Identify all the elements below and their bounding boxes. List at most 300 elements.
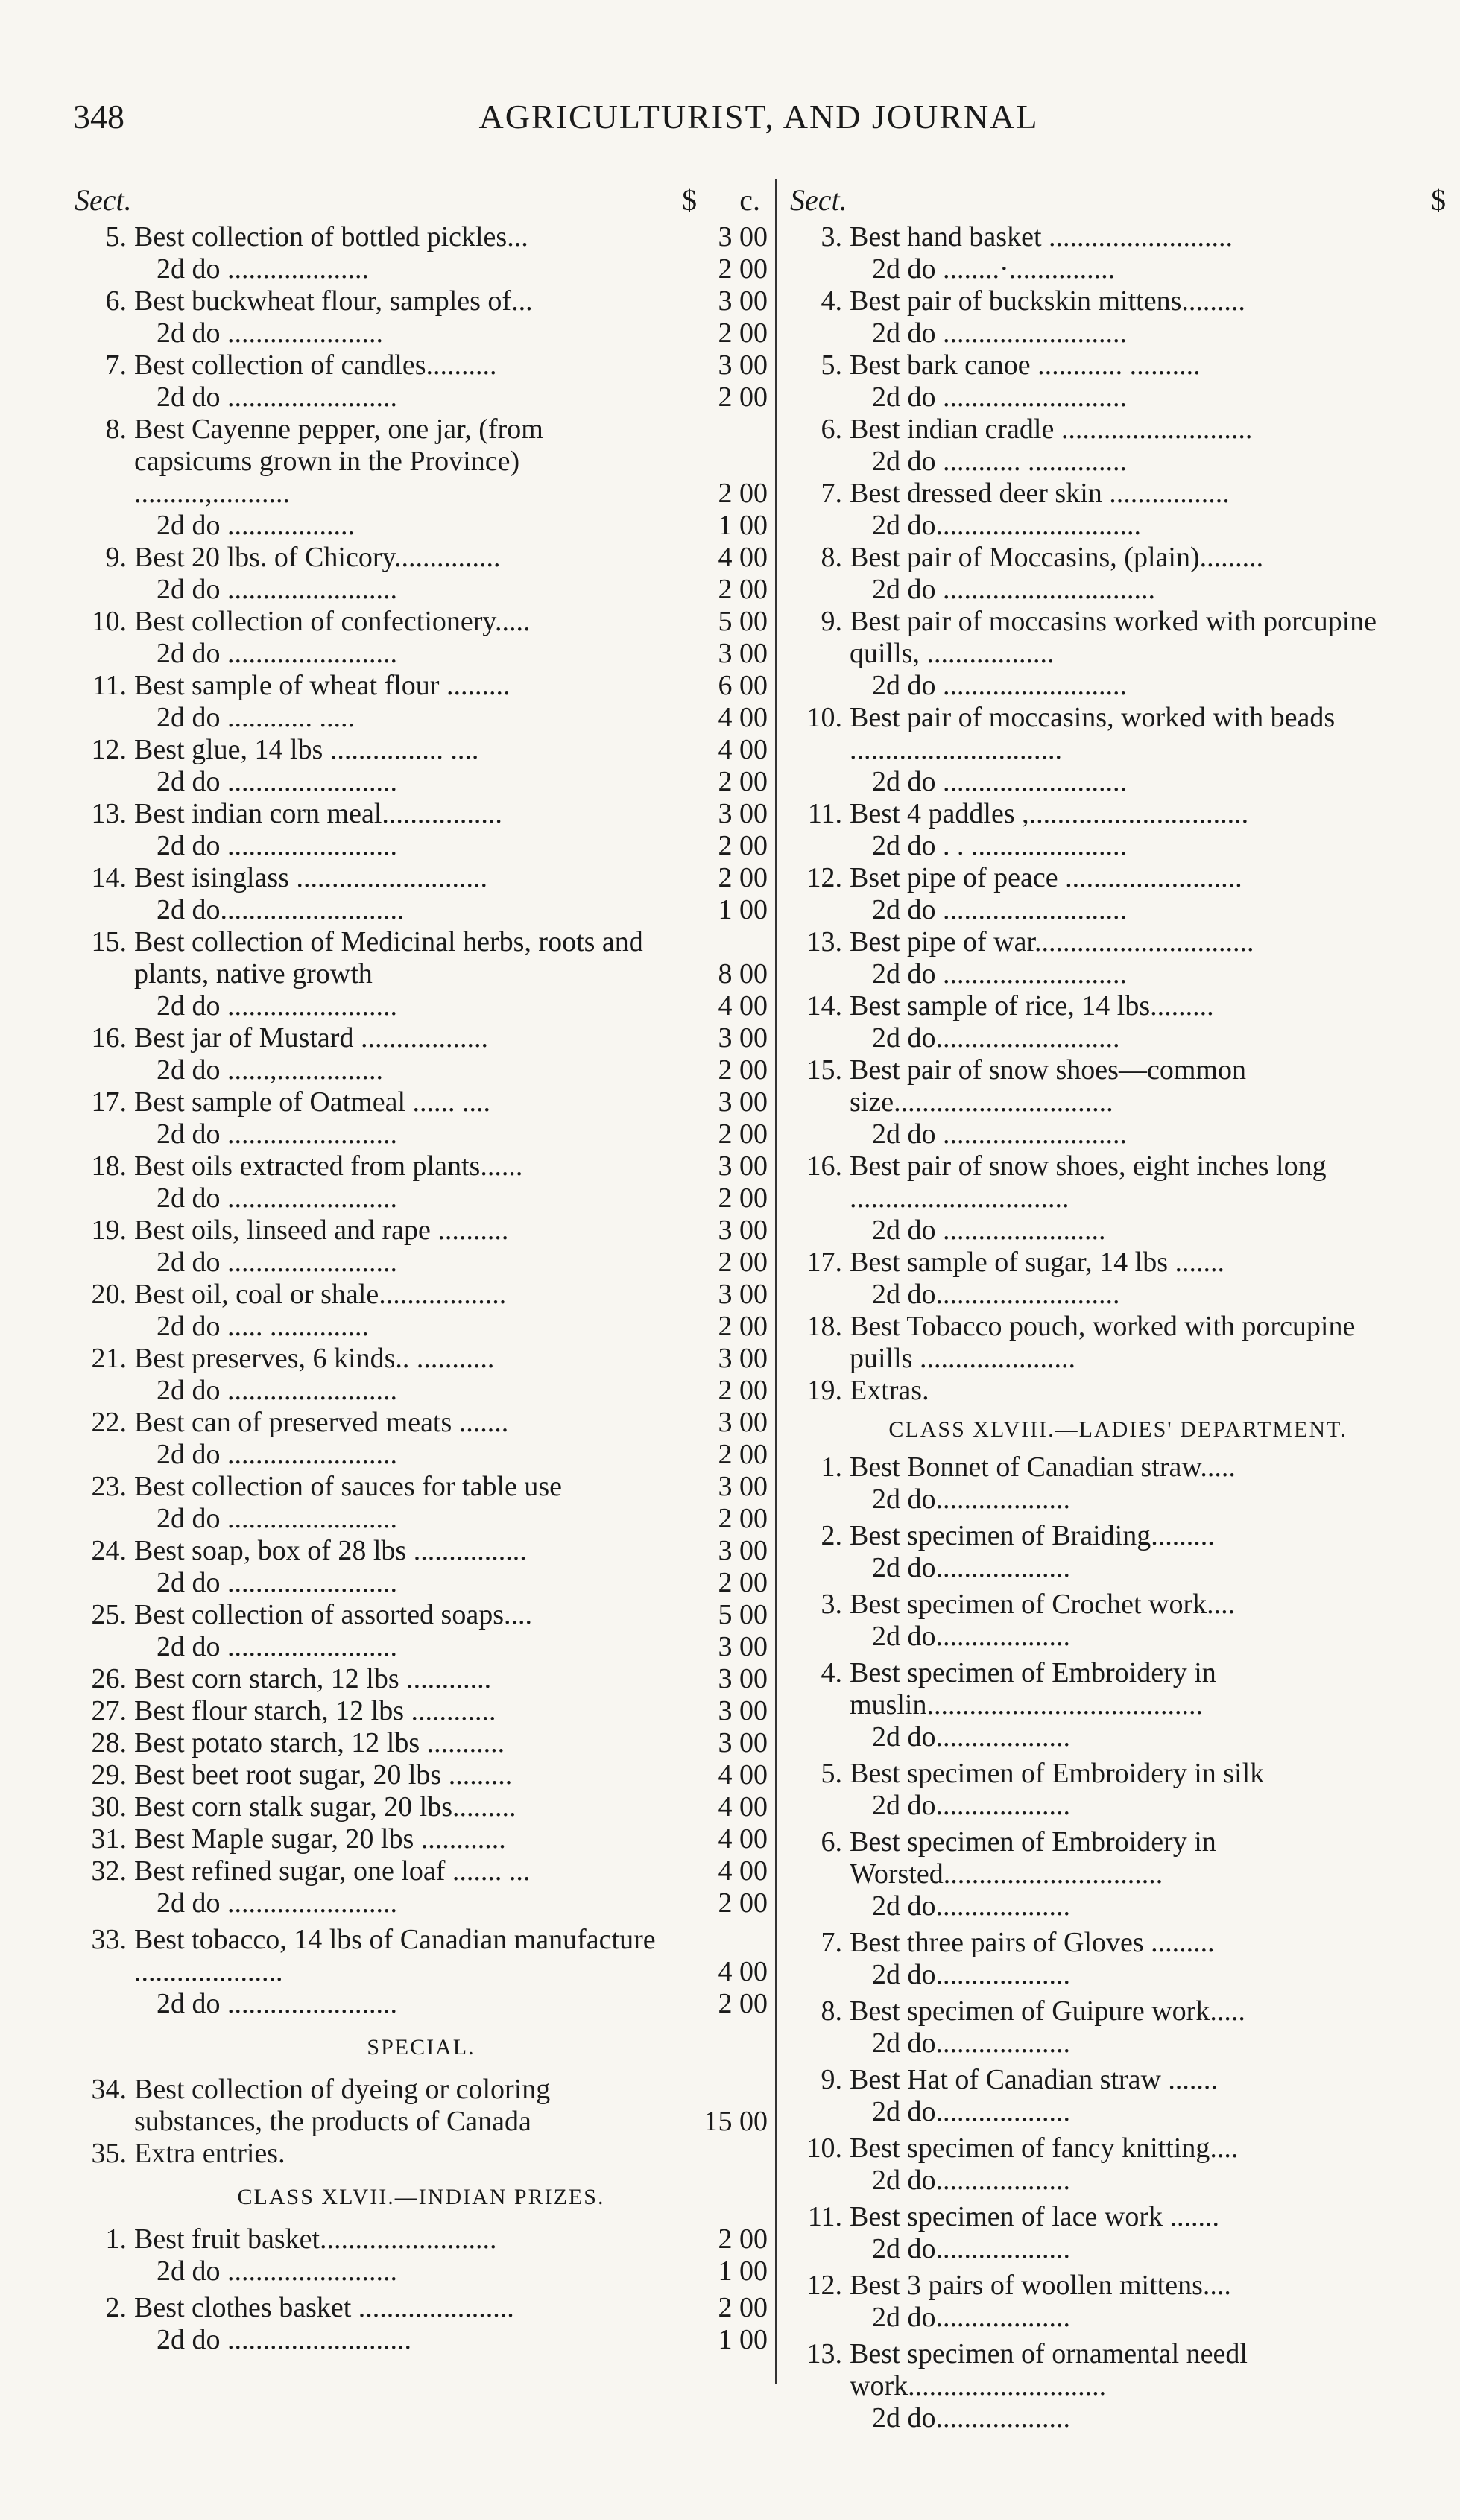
- second-prize-row: [790, 1118, 1446, 1150]
- second-prize-row: [75, 1054, 768, 1086]
- prize-description: 2d do ..........................: [157, 2324, 411, 2355]
- prize-amount: 2 00: [718, 1887, 768, 1919]
- prize-amount: 4 00: [718, 1855, 768, 1887]
- second-prize-row: [790, 574, 1446, 606]
- second-prize-row: [790, 670, 1446, 702]
- left-prize-list: [75, 221, 768, 2020]
- prize-row: [75, 349, 768, 382]
- prize-description: Best Cayenne pepper, one jar, (from capsicums grown in the Province) ..........,...........: [134, 414, 543, 509]
- prize-description: Best sample of Oatmeal ...... ....: [134, 1086, 491, 1118]
- prize-description: 2d do...................: [872, 2402, 1070, 2434]
- prize-row: [75, 862, 768, 894]
- second-prize-row: [790, 2233, 1446, 2265]
- second-prize-row: [790, 2027, 1446, 2060]
- section-number: 9.: [821, 2064, 842, 2095]
- prize-row: [75, 1279, 768, 1311]
- prize-amount: 3 00: [718, 221, 768, 253]
- prize-description: Best pair of snow shoes, eight inches long ...............................: [850, 1150, 1327, 1214]
- prize-description: 2d do ........................: [157, 1503, 397, 1534]
- prize-description: Best pipe of war...............................: [850, 926, 1254, 957]
- prize-description: Best corn starch, 12 lbs ............: [134, 1663, 492, 1694]
- prize-description: 2d do..........................: [157, 894, 405, 925]
- prize-row: [75, 542, 768, 574]
- second-prize-row: [790, 1621, 1446, 1653]
- prize-amount: 5 00: [718, 606, 768, 637]
- prize-description: 2d do ....................: [157, 253, 369, 285]
- prize-amount: 2 00: [718, 253, 768, 285]
- prize-amount: 3 00: [718, 798, 768, 829]
- prize-amount: 2 00: [718, 574, 768, 605]
- section-number: 24.: [91, 1535, 127, 1566]
- prize-description: 2d do ........................: [157, 2255, 397, 2287]
- section-number: 19.: [91, 1215, 127, 1246]
- section-number: 11.: [807, 2201, 842, 2232]
- prize-description: Best beet root sugar, 20 lbs .........: [134, 1759, 513, 1791]
- prize-description: Best collection of bottled pickles...: [134, 221, 528, 253]
- second-prize-row: [790, 894, 1446, 926]
- prize-amount: 1 00: [718, 2255, 768, 2287]
- second-prize-row: [75, 1311, 768, 1343]
- prize-description: Best indian corn meal.................: [134, 798, 502, 829]
- prize-row: [75, 1924, 768, 1988]
- prize-row: [790, 1150, 1446, 1215]
- section-number: 5.: [821, 1758, 842, 1789]
- prize-description: 2d do...................: [872, 1721, 1070, 1753]
- prize-amount: 3 00: [718, 285, 768, 317]
- prize-description: Best collection of dyeing or coloring substances, the products of Canada: [134, 2074, 551, 2137]
- second-prize-row: [75, 1375, 768, 1407]
- second-prize-row: [75, 1887, 768, 1919]
- column-divider: [775, 179, 777, 2384]
- prize-amount: 2 00: [718, 1118, 768, 1150]
- prize-row: [790, 702, 1446, 766]
- prize-row: [75, 1150, 768, 1183]
- section-number: 17.: [806, 1247, 842, 1278]
- second-prize-row: [75, 990, 768, 1022]
- prize-amount: 3 00: [718, 1631, 768, 1662]
- prize-description: 2d do ........... ..............: [872, 446, 1127, 477]
- second-prize-row: [75, 1183, 768, 1215]
- prize-row: [790, 478, 1446, 510]
- section-number: 18.: [91, 1150, 127, 1182]
- prize-description: Best pair of buckskin mittens.........: [850, 285, 1245, 317]
- prize-amount: 2 00: [718, 1503, 768, 1534]
- cents-label: c.: [739, 183, 760, 217]
- prize-amount: 2 00: [718, 862, 768, 893]
- second-prize-row: [75, 1567, 768, 1599]
- section-number: 4.: [821, 285, 842, 317]
- section-number: 12.: [806, 862, 842, 893]
- prize-description: 2d do ........·...............: [872, 253, 1116, 285]
- section-number: 10.: [806, 702, 842, 733]
- section-number: 22.: [91, 1407, 127, 1438]
- section-number: 25.: [91, 1599, 127, 1630]
- second-prize-row: [75, 766, 768, 798]
- dollar-label: $: [682, 183, 697, 217]
- second-prize-row: [790, 2096, 1446, 2128]
- second-prize-row: [75, 253, 768, 285]
- prize-row: [790, 798, 1446, 830]
- right-column-header: [790, 183, 1446, 221]
- prize-description: 2d do ........................: [157, 990, 397, 1022]
- second-prize-row: [790, 1721, 1446, 1753]
- section-number: 7.: [105, 349, 127, 381]
- section-number: 16.: [806, 1150, 842, 1182]
- prize-description: Best specimen of Crochet work....: [850, 1589, 1236, 1620]
- prize-description: 2d do ........................: [157, 1567, 397, 1598]
- second-prize-row: [75, 1439, 768, 1471]
- prize-amount: 3 00: [718, 1022, 768, 1054]
- prize-amount: 2 00: [718, 382, 768, 413]
- section-number: 35.: [91, 2138, 127, 2169]
- second-prize-row: [790, 2302, 1446, 2334]
- section-number: 5.: [821, 349, 842, 381]
- section-number: 29.: [91, 1759, 127, 1791]
- prize-description: 2d do...................: [872, 1959, 1070, 1990]
- prize-amount: 3 00: [718, 1343, 768, 1374]
- second-prize-row: [790, 2402, 1446, 2434]
- prize-description: 2d do ..........................: [872, 317, 1127, 349]
- prize-amount: 4 00: [718, 1791, 768, 1823]
- prize-amount: 3 00: [718, 349, 768, 381]
- prize-description: Best oil, coal or shale..................: [134, 1279, 507, 1310]
- prize-description: Best bark canoe ............ ..........: [850, 349, 1201, 381]
- section-number: 10.: [91, 606, 127, 637]
- prize-row: [75, 670, 768, 702]
- prize-description: Best pair of moccasins, worked with beads ..............................: [850, 702, 1336, 765]
- prize-row: [75, 1535, 768, 1567]
- section-number: 12.: [806, 2270, 842, 2301]
- section-number: 4.: [821, 1657, 842, 1688]
- prize-description: 2d do ..........................: [872, 894, 1127, 925]
- prize-description: 2d do ........................: [157, 830, 397, 861]
- section-number: 12.: [91, 734, 127, 765]
- prize-row: [790, 2133, 1446, 2165]
- prize-description: Best pair of moccasins worked with porcupine quills, ..................: [850, 606, 1377, 669]
- section-number: 31.: [91, 1823, 127, 1855]
- prize-row: [75, 1022, 768, 1054]
- prize-description: 2d do...................: [872, 1484, 1070, 1515]
- prize-row: [790, 1927, 1446, 1959]
- second-prize-row: [790, 382, 1446, 414]
- prize-description: Best specimen of fancy knitting....: [850, 2133, 1239, 2164]
- section-number: 15.: [91, 926, 127, 957]
- page-header: [73, 97, 1444, 149]
- prize-description: Best flour starch, 12 lbs ............: [134, 1695, 496, 1726]
- prize-description: Best 20 lbs. of Chicory...............: [134, 542, 501, 573]
- prize-row: [75, 1407, 768, 1439]
- prize-row: [75, 2223, 768, 2255]
- prize-description: Best specimen of lace work .......: [850, 2201, 1219, 2232]
- prize-description: Best specimen of Embroidery in silk: [850, 1758, 1265, 1789]
- section-number: 8.: [821, 1995, 842, 2027]
- prize-amount: 3 00: [718, 1086, 768, 1118]
- prize-amount: 3 00: [718, 1695, 768, 1726]
- prize-description: 2d do . . ......................: [872, 830, 1127, 861]
- prize-row: [790, 1054, 1446, 1118]
- prize-amount: 2 00: [718, 1054, 768, 1086]
- prize-description: Best sample of sugar, 14 lbs .......: [850, 1247, 1224, 1278]
- section-number: 21.: [91, 1343, 127, 1374]
- section-number: 3.: [821, 221, 842, 253]
- prize-description: Best pair of Moccasins, (plain).........: [850, 542, 1264, 573]
- prize-row: [790, 1657, 1446, 1721]
- prize-amount: 15 00: [704, 2106, 768, 2137]
- prize-amount: 2 00: [718, 1375, 768, 1406]
- prize-row: [790, 1311, 1446, 1375]
- section-number: 20.: [91, 1279, 127, 1310]
- prize-row: [75, 221, 768, 253]
- second-prize-row: [790, 446, 1446, 478]
- prize-amount: 2 00: [718, 1567, 768, 1598]
- section-number: 27.: [91, 1695, 127, 1726]
- prize-description: Best collection of assorted soaps....: [134, 1599, 533, 1630]
- prize-description: Best potato starch, 12 lbs ...........: [134, 1727, 505, 1758]
- second-prize-row: [75, 510, 768, 542]
- prize-row: [75, 1759, 768, 1791]
- prize-amount: 1 00: [718, 894, 768, 925]
- prize-description: Best isinglass ...........................: [134, 862, 487, 893]
- prize-description: 2d do ........................: [157, 1118, 397, 1150]
- prize-amount: 3 00: [718, 638, 768, 669]
- prize-amount: 1 00: [718, 510, 768, 541]
- prize-amount: 4 00: [718, 1823, 768, 1855]
- prize-description: 2d do...................: [872, 2165, 1070, 2196]
- prize-row: [790, 1520, 1446, 1552]
- prize-description: 2d do...................: [872, 1621, 1070, 1652]
- second-prize-row: [790, 830, 1446, 862]
- prize-amount: 2 00: [718, 478, 768, 509]
- prize-amount: 3 00: [718, 1535, 768, 1566]
- prize-description: Best three pairs of Gloves .........: [850, 1927, 1215, 1958]
- prize-description: Best fruit basket.........................: [134, 2223, 497, 2255]
- section-number: 34.: [91, 2074, 127, 2105]
- section-number: 2.: [105, 2292, 127, 2323]
- prize-description: 2d do ........................: [157, 574, 397, 605]
- second-prize-row: [75, 574, 768, 606]
- prize-row: [75, 2292, 768, 2324]
- second-prize-row: [75, 1503, 768, 1535]
- prize-description: 2d do ..........................: [872, 670, 1127, 701]
- prize-description: Best collection of Medicinal herbs, roots and plants, native growth: [134, 926, 643, 990]
- prize-row: [790, 1826, 1446, 1890]
- second-prize-row: [790, 1279, 1446, 1311]
- prize-amount: 3 00: [718, 1663, 768, 1694]
- prize-amount: 4 00: [718, 734, 768, 765]
- prize-description: 2d do...................: [872, 1890, 1070, 1922]
- prize-row: [75, 734, 768, 766]
- prize-row: [75, 1599, 768, 1631]
- prize-amount: 6 00: [718, 670, 768, 701]
- prize-row: [75, 285, 768, 317]
- prize-description: Best refined sugar, one loaf ....... ...: [134, 1855, 531, 1887]
- prize-description: Best specimen of Guipure work.....: [850, 1995, 1245, 2027]
- section-number: 1.: [105, 2223, 127, 2255]
- section-number: 14.: [91, 862, 127, 893]
- prize-description: 2d do...................: [872, 1552, 1070, 1583]
- class-48-prize-list: [790, 1451, 1446, 2434]
- left-column: [75, 183, 768, 2356]
- section-number: 6.: [105, 285, 127, 317]
- section-number: 13.: [806, 2338, 842, 2369]
- prize-row: [75, 1695, 768, 1727]
- section-number: 6.: [821, 1826, 842, 1858]
- prize-description: Best Bonnet of Canadian straw.....: [850, 1451, 1236, 1483]
- prize-amount: 2 00: [718, 1311, 768, 1342]
- prize-row: [790, 2270, 1446, 2302]
- prize-description: Best collection of confectionery.....: [134, 606, 531, 637]
- second-prize-row: [75, 2255, 768, 2288]
- section-number: 11.: [92, 670, 127, 701]
- section-number: 14.: [806, 990, 842, 1022]
- prize-row: [75, 606, 768, 638]
- prize-description: 2d do..........................: [872, 1022, 1120, 1054]
- class-48-heading: CLASS XLVIII.—LADIES' DEPARTMENT.: [888, 1417, 1347, 1442]
- prize-description: 2d do...................: [872, 2027, 1070, 2059]
- second-prize-row: [790, 766, 1446, 798]
- section-number: 13.: [91, 798, 127, 829]
- second-prize-row: [790, 1484, 1446, 1516]
- prize-row: [75, 1663, 768, 1695]
- prize-description: 2d do ..... ..............: [157, 1311, 369, 1342]
- second-prize-row: [75, 830, 768, 862]
- section-number: 28.: [91, 1727, 127, 1758]
- prize-description: 2d do ........................: [157, 1183, 397, 1214]
- prize-description: 2d do ........................: [157, 638, 397, 669]
- section-number: 3.: [821, 1589, 842, 1620]
- prize-description: 2d do ..............................: [872, 574, 1155, 605]
- prize-amount: 4 00: [718, 1759, 768, 1791]
- prize-description: Best 4 paddles ,...............................: [850, 798, 1249, 829]
- prize-description: 2d do ........................: [157, 1247, 397, 1278]
- prize-row: [790, 2201, 1446, 2233]
- prize-row: [790, 2064, 1446, 2096]
- prize-row: [75, 2074, 768, 2138]
- section-number: 26.: [91, 1663, 127, 1694]
- prize-description: 2d do ........................: [157, 382, 397, 413]
- special-prize-list: [75, 2074, 768, 2170]
- prize-description: Extra entries.: [134, 2138, 285, 2169]
- second-prize-row: [790, 1215, 1446, 1247]
- prize-amount: 2 00: [718, 766, 768, 797]
- prize-amount: 2 00: [718, 1247, 768, 1278]
- prize-row: [790, 285, 1446, 317]
- second-prize-row: [790, 958, 1446, 990]
- prize-description: 2d do ........................: [157, 1988, 397, 2019]
- prize-description: Best can of preserved meats .......: [134, 1407, 509, 1438]
- prize-row: [75, 926, 768, 990]
- prize-amount: 4 00: [718, 542, 768, 573]
- left-column-header: [75, 183, 768, 221]
- prize-amount: 3 00: [718, 1407, 768, 1438]
- prize-description: Best sample of rice, 14 lbs.........: [850, 990, 1214, 1022]
- prize-description: 2d do...................: [872, 2096, 1070, 2127]
- prize-description: Best specimen of Embroidery in muslin.......................................: [850, 1657, 1216, 1720]
- second-prize-row: [790, 1959, 1446, 1991]
- section-number: 7.: [821, 1927, 842, 1958]
- prize-amount: 2 00: [718, 2292, 768, 2323]
- prize-row: [75, 798, 768, 830]
- prize-description: 2d do ............ .....: [157, 702, 355, 733]
- prize-amount: 3 00: [718, 1150, 768, 1182]
- prize-row: [75, 1215, 768, 1247]
- second-prize-row: [790, 253, 1446, 285]
- second-prize-row: [790, 317, 1446, 349]
- second-prize-row: [75, 317, 768, 349]
- section-number: 9.: [821, 606, 842, 637]
- prize-row: [790, 414, 1446, 446]
- running-title: AGRICULTURIST, AND JOURNAL: [478, 98, 1039, 136]
- section-number: 5.: [105, 221, 127, 253]
- prize-description: 2d do ..........................: [872, 958, 1127, 990]
- second-prize-row: [75, 1247, 768, 1279]
- prize-description: Best jar of Mustard ..................: [134, 1022, 488, 1054]
- right-column: [790, 183, 1446, 2434]
- prize-row: [790, 1589, 1446, 1621]
- class-47-prize-list: [75, 2223, 768, 2356]
- section-number: 23.: [91, 1471, 127, 1502]
- prize-row: [790, 1995, 1446, 2027]
- prize-description: 2d do .......................: [872, 1215, 1106, 1246]
- prize-description: Best glue, 14 lbs ................ ....: [134, 734, 479, 765]
- second-prize-row: [790, 1890, 1446, 1922]
- second-prize-row: [75, 638, 768, 670]
- prize-description: Best oils, linseed and rape ..........: [134, 1215, 509, 1246]
- prize-amount: 3 00: [718, 1727, 768, 1758]
- prize-row: [790, 1247, 1446, 1279]
- prize-description: 2d do..........................: [872, 1279, 1120, 1310]
- prize-description: Best oils extracted from plants......: [134, 1150, 523, 1182]
- section-number: 17.: [91, 1086, 127, 1118]
- prize-row: [790, 862, 1446, 894]
- prize-description: Best tobacco, 14 lbs of Canadian manufacture .....................: [134, 1924, 656, 1987]
- prize-amount: 2 00: [718, 317, 768, 349]
- sect-label: Sect.: [790, 183, 847, 217]
- prize-row: [75, 1086, 768, 1118]
- prize-description: Best Tobacco pouch, worked with porcupine puills ......................: [850, 1311, 1356, 1374]
- prize-amount: 4 00: [718, 990, 768, 1022]
- prize-description: Best collection of candles..........: [134, 349, 497, 381]
- second-prize-row: [790, 1790, 1446, 1822]
- prize-row: [790, 1758, 1446, 1790]
- prize-description: Best specimen of Braiding.........: [850, 1520, 1215, 1551]
- prize-description: 2d do ........................: [157, 1631, 397, 1662]
- prize-description: Bset pipe of peace .........................: [850, 862, 1242, 893]
- prize-row: [75, 1791, 768, 1823]
- prize-description: 2d do ........................: [157, 1439, 397, 1470]
- section-number: 1.: [821, 1451, 842, 1483]
- section-number: 10.: [806, 2133, 842, 2164]
- prize-amount: 3 00: [718, 1279, 768, 1310]
- prize-description: Best dressed deer skin .................: [850, 478, 1230, 509]
- prize-row: [790, 990, 1446, 1022]
- section-number: 13.: [806, 926, 842, 957]
- second-prize-row: [75, 382, 768, 414]
- second-prize-row: [75, 1988, 768, 2020]
- second-prize-row: [75, 702, 768, 734]
- second-prize-row: [790, 510, 1446, 542]
- prize-description: Best soap, box of 28 lbs ................: [134, 1535, 527, 1566]
- prize-description: 2d do.............................: [872, 510, 1141, 541]
- prize-amount: 3 00: [718, 1215, 768, 1246]
- prize-description: 2d do ........................: [157, 1887, 397, 1919]
- prize-row: [790, 1451, 1446, 1484]
- prize-description: 2d do ......,...............: [157, 1054, 383, 1086]
- dollar-label: $: [1431, 183, 1446, 217]
- prize-description: Best sample of wheat flour .........: [134, 670, 511, 701]
- prize-description: Best indian cradle ...........................: [850, 414, 1253, 445]
- prize-row: [75, 1727, 768, 1759]
